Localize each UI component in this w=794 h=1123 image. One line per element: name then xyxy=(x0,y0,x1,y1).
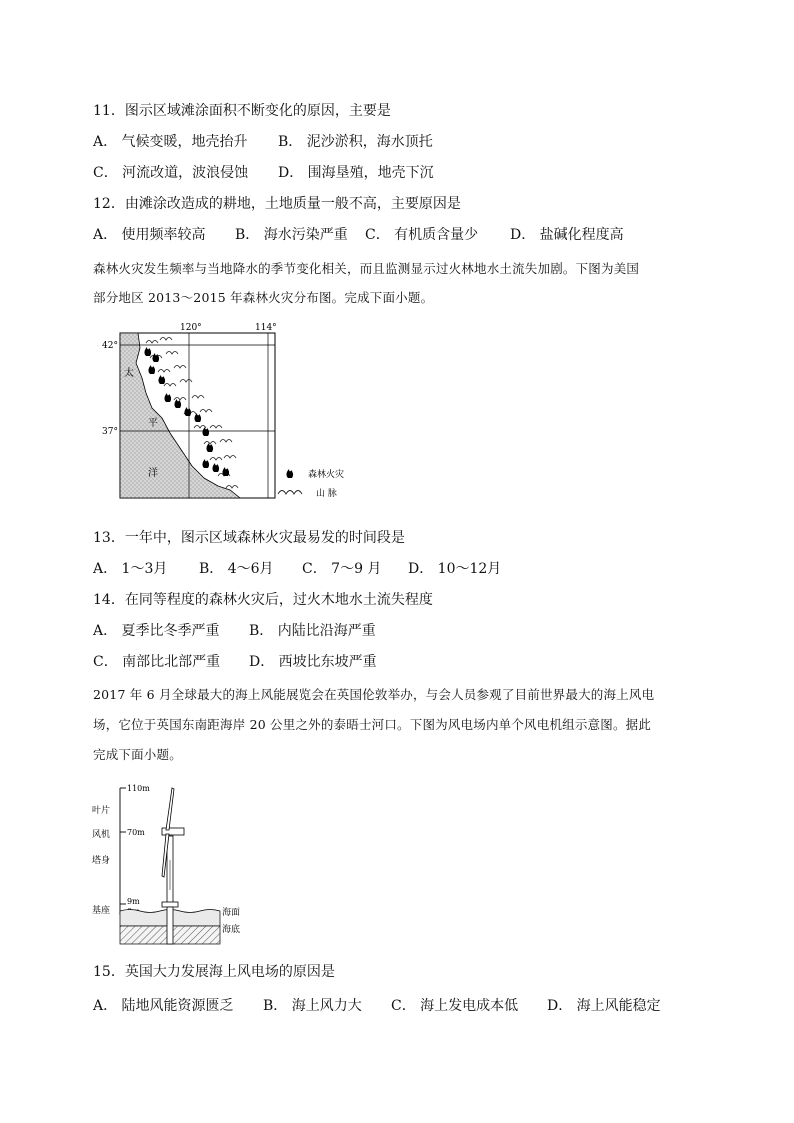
q12-option-b: B． 海水污染严重 xyxy=(235,227,348,243)
q11-option-b: B． 泥沙淤积，海水顶托 xyxy=(278,134,433,150)
lat-label-42: 42° xyxy=(102,341,118,351)
legend-mountain-label: 山 脉 xyxy=(316,489,337,499)
ocean-label-yang: 洋 xyxy=(148,468,158,479)
legend-fire-icon xyxy=(286,469,293,478)
passage1-line2: 部分地区 2013～2015 年森林火灾分布图。完成下面小题。 xyxy=(93,290,434,305)
passage2-line3: 完成下面小题。 xyxy=(93,747,182,762)
q14-option-c: C． 南部比北部严重 xyxy=(93,654,221,670)
ocean-label-ping: 平 xyxy=(148,418,158,429)
q11-stem: 11．图示区域滩涂面积不断变化的原因，主要是 xyxy=(93,103,391,119)
q12-options xyxy=(93,226,624,244)
q15-option-d: D． 海上风能稳定 xyxy=(547,998,661,1014)
q15-stem: 15．英国大力发展海上风电场的原因是 xyxy=(93,964,335,980)
q13-option-a: A． 1～3月 xyxy=(93,561,168,577)
q15-option-a: A． 陆地风能资源匮乏 xyxy=(93,998,234,1014)
wind-turbine-diagram xyxy=(90,780,250,950)
forest-fire-map xyxy=(100,318,370,503)
passage2-line1: 2017 年 6 月全球最大的海上风能展览会在英国伦敦举办，与会人员参观了目前世界最大的海上风电 xyxy=(93,687,655,702)
q14-option-b: B． 内陆比沿海严重 xyxy=(249,623,376,639)
passage2-line2: 场，它位于英国东南距海岸 20 公里之外的泰晤士河口。下图为风电场内单个风电机组示意图。据此 xyxy=(93,717,652,732)
q14-options-row2 xyxy=(93,653,377,671)
q12-option-d: D． 盐碱化程度高 xyxy=(510,227,624,243)
height-9m: 9m xyxy=(127,897,140,906)
q11-options-row2 xyxy=(93,164,434,182)
q12-option-c: C． 有机质含量少 xyxy=(365,227,479,243)
q11-option-d: D． 围海垦殖，地壳下沉 xyxy=(278,165,434,181)
label-base: 基座 xyxy=(92,906,111,916)
q14-options-row1 xyxy=(93,622,376,640)
q13-option-b: B． 4～6月 xyxy=(199,561,274,577)
q14-stem: 14．在同等程度的森林火灾后，过火木地水土流失程度 xyxy=(93,592,433,608)
turbine-nacelle xyxy=(162,828,184,835)
q13-option-c: C． 7～9 月 xyxy=(302,561,382,577)
height-70m: 70m xyxy=(127,828,145,837)
height-110m: 110m xyxy=(127,784,150,793)
q12-option-a: A． 使用频率较高 xyxy=(93,227,206,243)
q13-stem: 13．一年中，图示区域森林火灾最易发的时间段是 xyxy=(93,530,405,546)
turbine-blade-up xyxy=(166,788,174,830)
label-tower: 塔身 xyxy=(92,856,111,866)
q14-option-d: D． 西坡比东坡严重 xyxy=(249,654,377,670)
q11-option-c: C． 河流改道，波浪侵蚀 xyxy=(93,165,249,181)
ocean-label-tai: 太 xyxy=(124,368,134,379)
label-nacelle: 风机 xyxy=(92,830,111,840)
label-blade: 叶片 xyxy=(92,806,111,816)
q13-options xyxy=(93,560,501,578)
passage1-line1: 森林火灾发生频率与当地降水的季节变化相关，而且监测显示过火林地水土流失加剧。下图为美国 xyxy=(93,261,640,276)
q14-option-a: A． 夏季比冬季严重 xyxy=(93,623,220,639)
turbine-base xyxy=(162,902,178,907)
q13-option-d: D． 10～12月 xyxy=(408,561,502,577)
q15-option-b: B． 海上风力大 xyxy=(263,998,362,1014)
lat-label-37: 37° xyxy=(102,427,118,437)
label-sea-floor: 海底 xyxy=(222,925,241,935)
turbine-monopile xyxy=(167,907,173,944)
q15-option-c: C． 海上发电成本低 xyxy=(391,998,519,1014)
lon-label-114: 114° xyxy=(255,323,277,333)
label-sea-surface: 海面 xyxy=(222,908,241,918)
q12-stem: 12．由滩涂改造成的耕地，土地质量一般不高，主要原因是 xyxy=(93,196,461,212)
legend-mountain-icon xyxy=(278,491,302,495)
lon-label-120: 120° xyxy=(180,323,202,333)
q15-options xyxy=(93,997,661,1015)
q11-option-a: A． 气候变暖，地壳抬升 xyxy=(93,134,248,150)
q11-options-row1 xyxy=(93,133,433,151)
legend-fire-label: 森林火灾 xyxy=(308,470,345,480)
